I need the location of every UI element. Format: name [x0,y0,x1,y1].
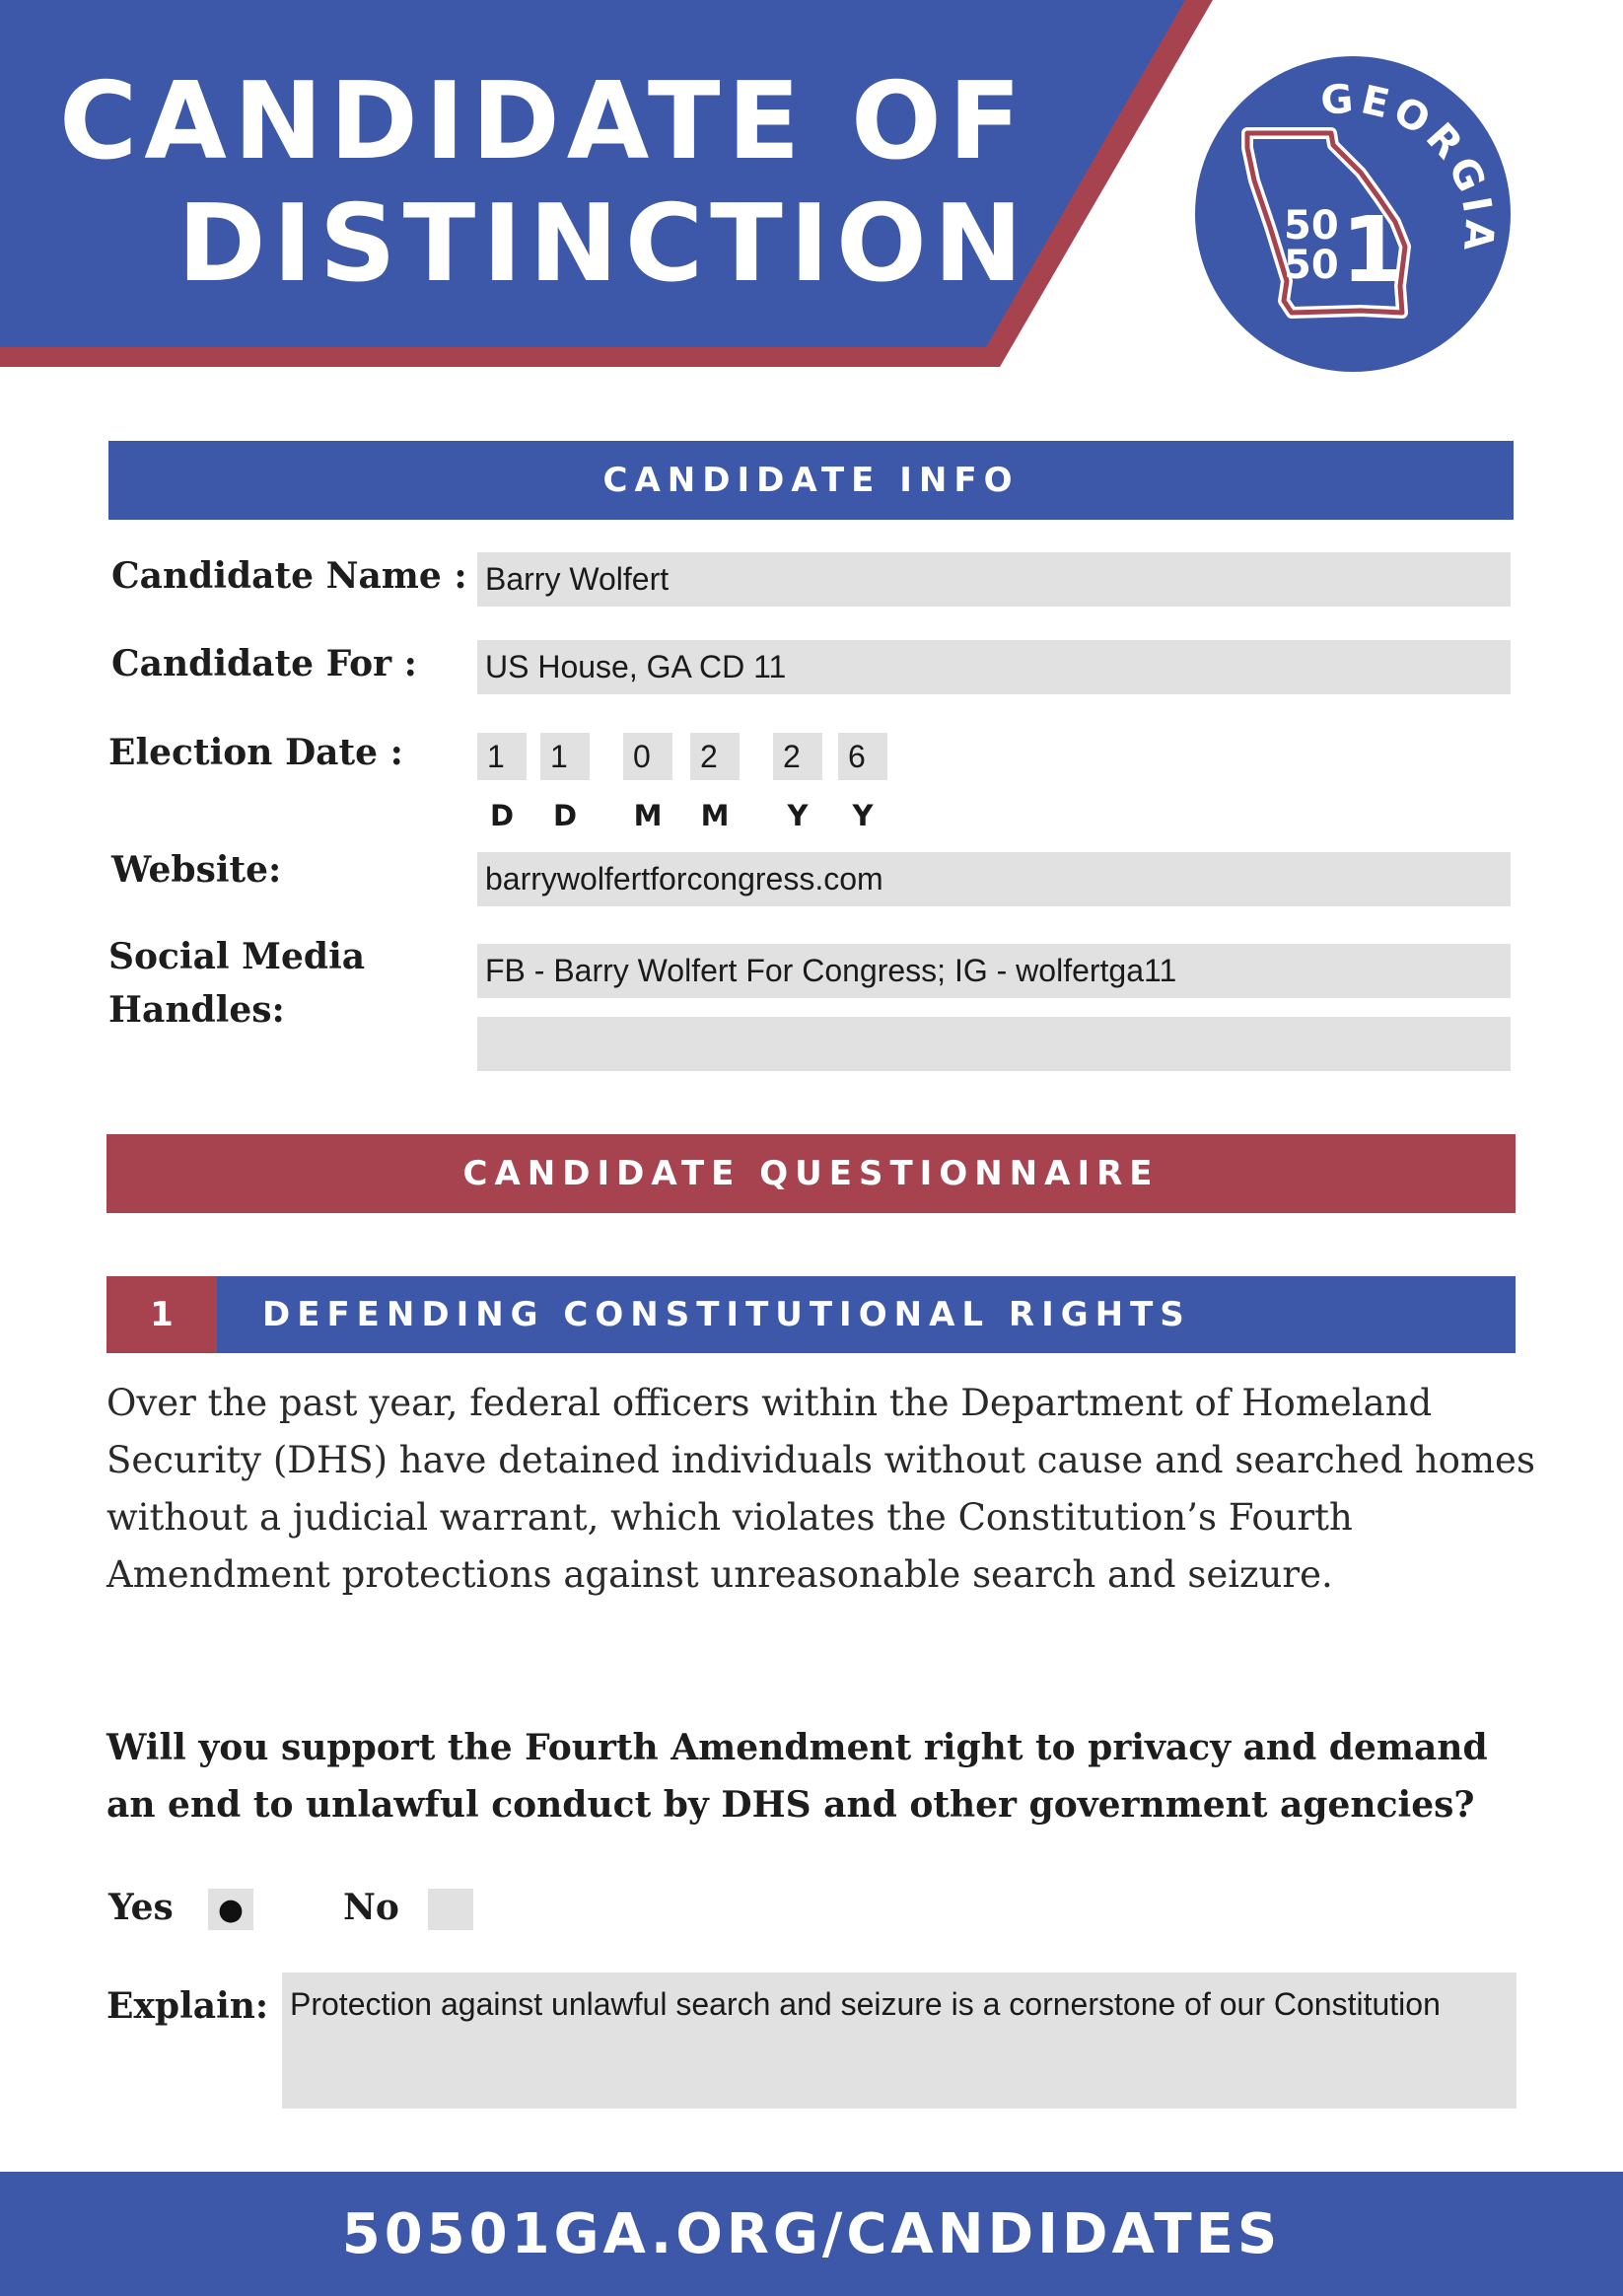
footer-url[interactable]: 50501GA.ORG/CANDIDATES [0,2172,1623,2296]
logo-num-top: 50 [1284,203,1339,249]
no-checkbox[interactable] [428,1889,473,1930]
social-media-field-1[interactable]: FB - Barry Wolfert For Congress; IG - wolfertga11 [477,944,1511,998]
candidate-for-field[interactable]: US House, GA CD 11 [477,640,1511,694]
explain-label: Explain: [106,1985,269,2027]
logo-num-bottom: 50 [1284,243,1339,288]
yes-label: Yes [108,1887,174,1928]
logo-num-big: 1 [1341,197,1405,303]
no-label: No [343,1887,399,1928]
date-format-m2: M [700,799,730,832]
candidate-info-header: CANDIDATE INFO [108,441,1514,520]
date-digit-y1[interactable]: 2 [773,733,822,780]
candidate-name-field[interactable]: Barry Wolfert [477,552,1511,607]
date-format-d1: D [489,799,515,832]
election-date-label: Election Date : [108,732,403,773]
social-media-label-line2: Handles: [108,989,285,1031]
website-field[interactable]: barrywolfertforcongress.com [477,852,1511,906]
social-media-field-2[interactable] [477,1017,1511,1071]
title-line-1: CANDIDATE OF [59,60,1028,183]
yes-checkbox[interactable]: ● [208,1889,253,1930]
questionnaire-header: CANDIDATE QUESTIONNAIRE [106,1134,1516,1213]
date-digit-m1[interactable]: 0 [623,733,672,780]
georgia-50501-logo [1193,54,1514,375]
date-format-y1: Y [787,799,809,832]
explain-field[interactable]: Protection against unlawful search and seizure is a cornerstone of our Constitution [282,1973,1517,2109]
social-media-label-line1: Social Media [108,936,366,977]
candidate-for-label: Candidate For : [111,643,417,684]
question-paragraph: Over the past year, federal officers within the Department of Homeland Security (DHS) have detained individuals without cause and searched homes without a judicial warrant, which violates the Constitution’s Fourth Amendment protections against unreasonable search and seizure. [106,1382,1535,1596]
candidate-name-label: Candidate Name : [111,555,467,597]
question-prompt: Will you support the Fourth Amendment right to privacy and demand an end to unlawful conduct by DHS and other government agencies? [106,1727,1488,1826]
website-label: Website: [111,849,282,891]
date-digit-m2[interactable]: 2 [690,733,740,780]
logo-georgia-text: GEORGIA [1318,76,1503,257]
date-format-m1: M [633,799,663,832]
date-digit-d2[interactable]: 1 [540,733,590,780]
date-digit-d1[interactable]: 1 [477,733,527,780]
date-digit-y2[interactable]: 6 [838,733,887,780]
question-number: 1 [106,1276,217,1353]
question-title: DEFENDING CONSTITUTIONAL RIGHTS [217,1276,1516,1353]
date-format-y2: Y [852,799,874,832]
date-format-d2: D [552,799,578,832]
title-line-2: DISTINCTION [177,182,1030,306]
